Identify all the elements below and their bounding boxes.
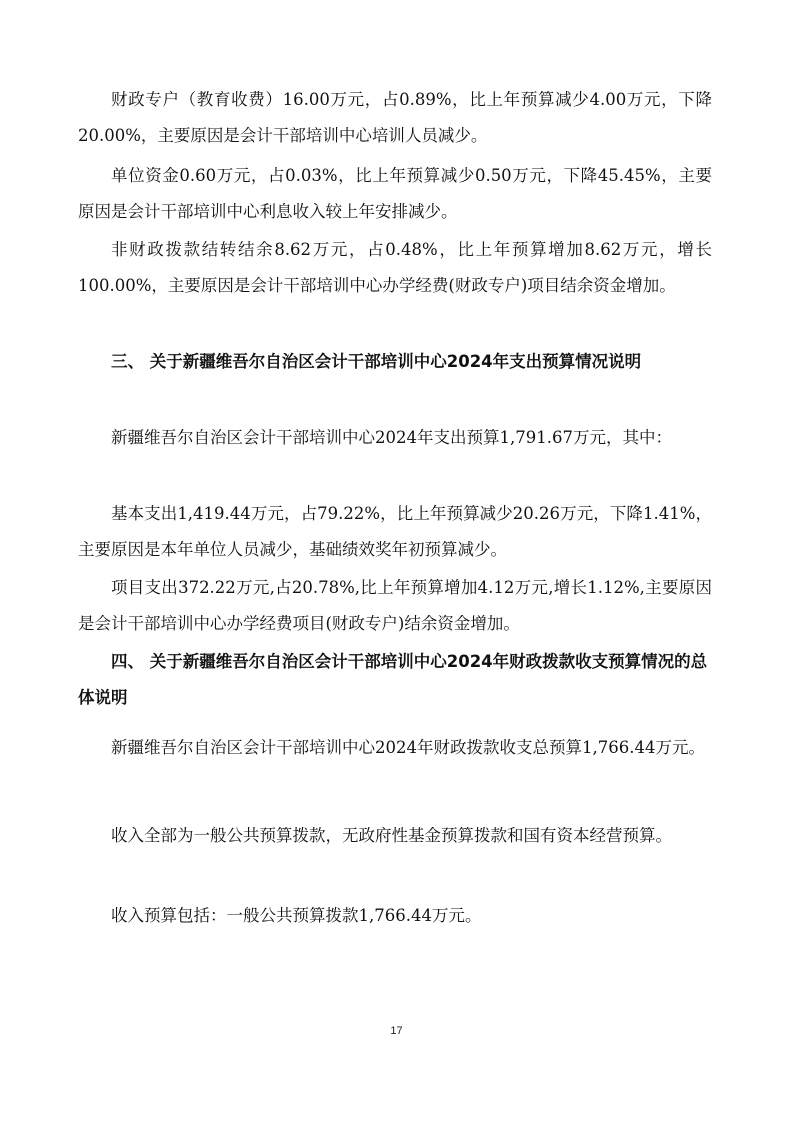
section-heading-4: 四、 关于新疆维吾尔自治区会计干部培训中心2024年财政拨款收支预算情况的总体说明 xyxy=(78,652,708,707)
section-heading-3: 三、 关于新疆维吾尔自治区会计干部培训中心2024年支出预算情况说明 xyxy=(111,352,642,371)
paragraph-project-expenditure: 项目支出372.22万元,占20.78%,比上年预算增加4.12万元,增长1.12%,主要原因是会计干部培训中心办学经费项目(财政专户)结余资金增加。 xyxy=(78,578,712,633)
paragraph-fiscal-account: 财政专户（教育收费）16.00万元，占0.89%，比上年预算减少4.00万元，下降20.00%，主要原因是会计干部培训中心培训人员减少。 xyxy=(78,90,712,145)
paragraph-income-budget: 收入预算包括：一般公共预算拨款1,766.44万元。 xyxy=(111,906,482,925)
paragraph-income-composition: 收入全部为一般公共预算拨款，无政府性基金预算拨款和国有资本经营预算。 xyxy=(111,826,672,845)
paragraph-basic-expenditure: 基本支出1,419.44万元，占79.22%，比上年预算减少20.26万元，下降1.41%，主要原因是本年单位人员减少，基础绩效奖年初预算减少。 xyxy=(78,504,712,559)
paragraph-expenditure-total: 新疆维吾尔自治区会计干部培训中心2024年支出预算1,791.67万元，其中： xyxy=(111,428,672,447)
paragraph-unit-funds: 单位资金0.60万元，占0.03%，比上年预算减少0.50万元，下降45.45%，主要原因是会计干部培训中心利息收入较上年安排减少。 xyxy=(78,166,712,221)
page-number: 17 xyxy=(390,1025,403,1037)
paragraph-carryover: 非财政拨款结转结余8.62万元，占0.48%，比上年预算增加8.62万元，增长100.00%，主要原因是会计干部培训中心办学经费(财政专户)项目结余资金增加。 xyxy=(78,240,712,295)
paragraph-fiscal-budget-total: 新疆维吾尔自治区会计干部培训中心2024年财政拨款收支总预算1,766.44万元。 xyxy=(111,738,705,757)
